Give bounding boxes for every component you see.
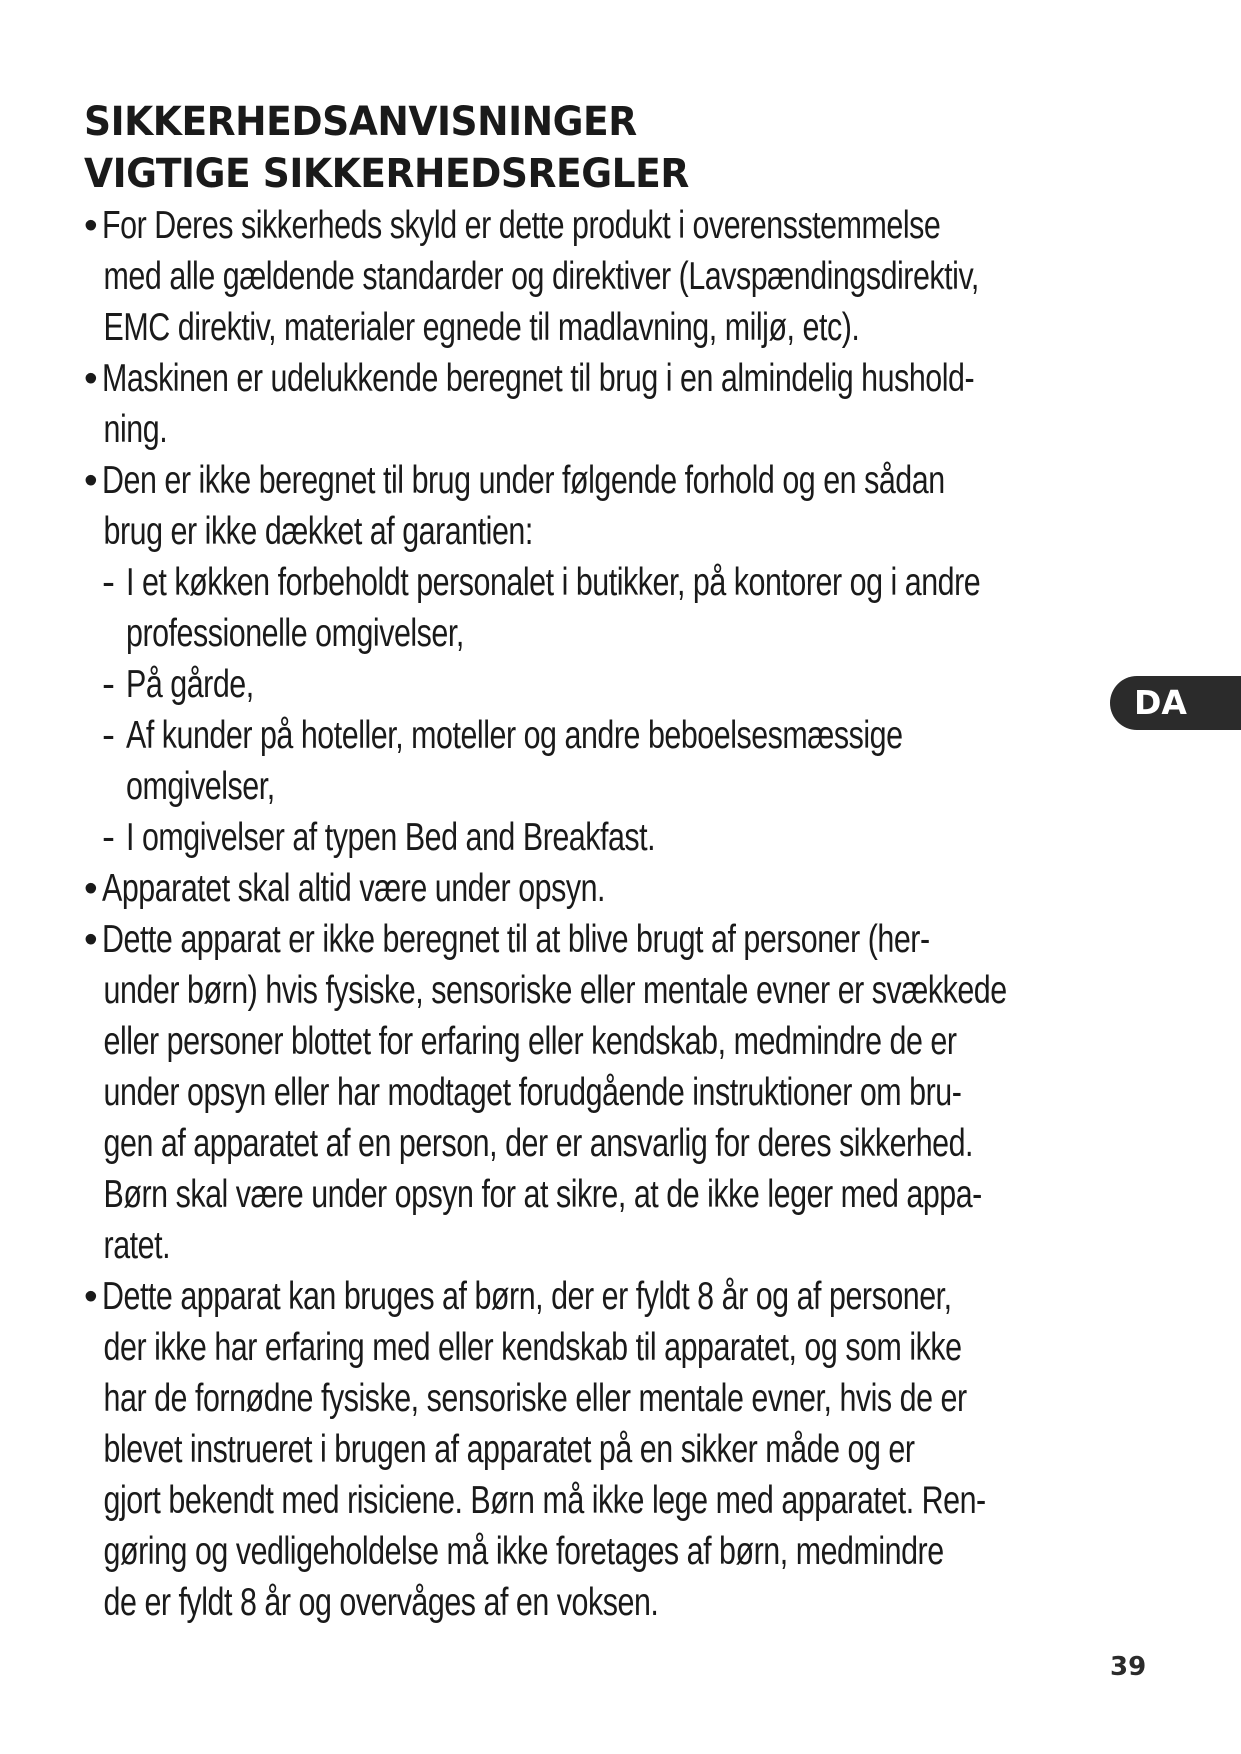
text-line: ning.: [103, 408, 168, 451]
text-line: gjort bekendt med risiciene. Børn må ikke lege med apparatet. Ren-: [103, 1479, 986, 1522]
text-line: Børn skal være under opsyn for at sikre, at de ikke leger med appa-: [103, 1173, 982, 1216]
text-line: Den er ikke beregnet til brug under følgende forhold og en sådan: [102, 459, 945, 502]
page-title: SIKKERHEDSANVISNINGER: [84, 99, 637, 145]
text-line: brug er ikke dækket af garantien:: [103, 510, 533, 553]
text-line: Apparatet skal altid være under opsyn.: [102, 867, 606, 910]
list-item: [102, 557, 1164, 659]
text-line: Dette apparat kan bruges af børn, der er fyldt 8 år og af personer,: [102, 1275, 952, 1318]
text-line: Maskinen er udelukkende beregnet til brug i en almindelig hushold-: [102, 357, 975, 400]
text-line: gøring og vedligeholdelse må ikke foretages af børn, medmindre: [103, 1530, 944, 1573]
list-item: [102, 710, 1164, 812]
text-line: Af kunder på hoteller, moteller og andre beboelsesmæssige: [126, 714, 903, 757]
text-line: der ikke har erfaring med eller kendskab til apparatet, og som ikke: [103, 1326, 962, 1369]
page-number: 39: [1110, 1652, 1147, 1682]
text-line: professionelle omgivelser,: [126, 612, 464, 655]
text-line: ratet.: [103, 1224, 171, 1267]
dash-marker: -: [102, 816, 115, 859]
safety-rules: [84, 200, 1164, 1628]
dash-marker: -: [102, 663, 115, 706]
text-line: har de fornødne fysiske, sensoriske eller mentale evner, hvis de er: [103, 1377, 967, 1420]
text-line: blevet instrueret i brugen af apparatet på en sikker måde og er: [103, 1428, 915, 1471]
text-line: eller personer blottet for erfaring eller kendskab, medmindre de er: [103, 1020, 957, 1063]
exclusion-list: [84, 557, 1164, 863]
text-line: På gårde,: [126, 663, 254, 706]
language-tab: DA: [1110, 676, 1241, 730]
bullet-marker: •: [84, 357, 98, 400]
dash-marker: -: [102, 561, 115, 604]
bullet-marker: •: [84, 1275, 98, 1318]
bullet-marker: •: [84, 867, 98, 910]
dash-marker: -: [102, 714, 115, 757]
text-line: Dette apparat er ikke beregnet til at blive brugt af personer (her-: [102, 918, 930, 961]
bullet-marker: •: [84, 204, 98, 247]
bullet-marker: •: [84, 459, 98, 502]
bullet-marker: •: [84, 918, 98, 961]
list-item: [84, 1271, 1164, 1628]
text-line: de er fyldt 8 år og overvåges af en voksen.: [103, 1581, 659, 1624]
list-item: [84, 863, 1164, 914]
list-item: [84, 353, 1164, 455]
section-title: VIGTIGE SIKKERHEDSREGLER: [84, 151, 689, 197]
text-line: under børn) hvis fysiske, sensoriske eller mentale evner er svækkede: [103, 969, 1007, 1012]
text-line: gen af apparatet af en person, der er ansvarlig for deres sikkerhed.: [103, 1122, 974, 1165]
text-line: med alle gældende standarder og direktiver (Lavspændingsdirektiv,: [103, 255, 979, 298]
text-line: For Deres sikkerheds skyld er dette produkt i overensstemmelse: [102, 204, 941, 247]
list-item: [102, 812, 1164, 863]
list-item: [84, 455, 1164, 557]
text-line: I omgivelser af typen Bed and Breakfast.: [126, 816, 656, 859]
list-item: [102, 659, 1164, 710]
text-line: I et køkken forbeholdt personalet i butikker, på kontorer og i andre: [126, 561, 981, 604]
page-content: [84, 96, 1164, 1628]
list-item: [84, 200, 1164, 353]
text-line: under opsyn eller har modtaget forudgående instruktioner om bru-: [103, 1071, 962, 1114]
text-line: EMC direktiv, materialer egnede til madlavning, miljø, etc).: [103, 306, 860, 349]
text-line: omgivelser,: [126, 765, 275, 808]
list-item: [84, 914, 1164, 1271]
